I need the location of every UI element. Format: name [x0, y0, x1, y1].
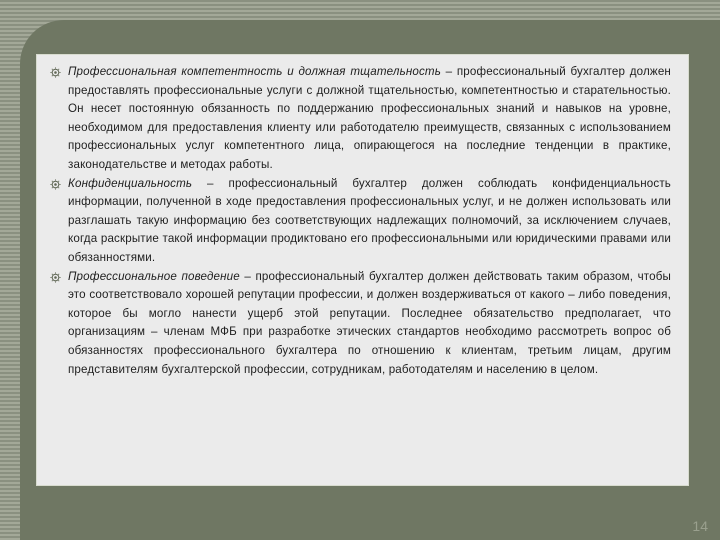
- item-text: – профессиональный бухгалтер должен предоставлять профессиональные услуги с должной тщательностью, компетентностью и старательностью. Он несет постоянную обязанность по поддержанию профессиональных знаний и навыков на уровне, необходимом для предоставления клиенту или работодателю преимуществ, связанных с использованием профессиональных услуг компетентного лица, опирающегося на последние тенденции в практике, законодательстве и методах работы.: [68, 65, 671, 171]
- list-item-confidentiality: [37, 175, 688, 268]
- item-text: – профессиональный бухгалтер должен действовать таким образом, чтобы это соответствовало хорошей репутации профессии, и должен воздерживаться от какого – либо поведения, которое бы могло нанести ущерб этой репутации. Последнее обязательство предполагает, что организациям – членам МФБ при разработке этических стандартов необходимо рассмотреть вопрос об обязанностях профессионального бухгалтера по отношению к клиентам, третьим лицам, другим представителям бухгалтерской профессии, сотрудникам, работодателям и населению в целом.: [68, 269, 671, 376]
- item-term: Профессиональная компетентность и должная тщательность: [68, 65, 441, 78]
- list-item-behavior: [37, 268, 688, 380]
- item-text: – профессиональный бухгалтер должен соблюдать конфиденциальность информации, полученной в ходе предоставления профессиональных услуг, и не должен использовать или разглашать такую информацию без соответствующих надлежащих полномочий, за исключением случаев, когда раскрытие такой информации продиктовано его профессиональными или юридическими правами или обязанностями.: [68, 176, 671, 264]
- sun-bullet-icon: [50, 179, 61, 190]
- list-item-competence: [37, 63, 688, 175]
- sun-bullet-icon: [50, 272, 61, 283]
- item-term: Конфиденциальность: [68, 176, 193, 190]
- bullet-list: [37, 63, 688, 379]
- sun-bullet-icon: [50, 67, 61, 78]
- page-number: 14: [692, 518, 708, 534]
- item-term: Профессиональное поведение: [68, 269, 240, 283]
- content-panel: [36, 54, 689, 486]
